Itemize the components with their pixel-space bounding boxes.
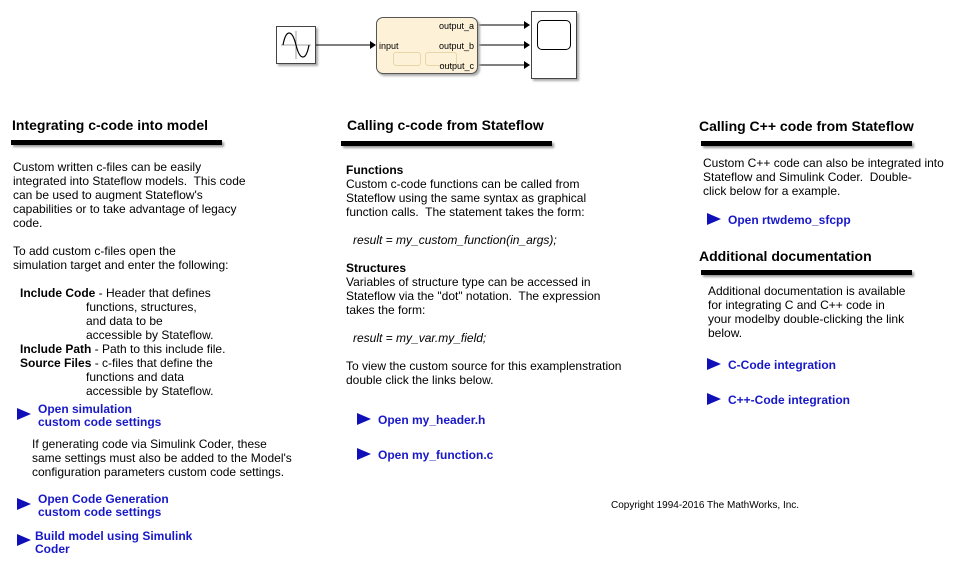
port-output-c: output_c [439,61,474,71]
codegen-note-paragraph: If generating code via Simulink Coder, these same settings must also be added to the Model's configuration parameters custom code settings. [32,437,292,479]
open-function-link[interactable]: Open my_function.c [378,448,494,462]
source-files-text: - c-files that define the [91,356,213,370]
open-header-link[interactable]: Open my_header.h [378,413,486,427]
play-arrow-icon[interactable] [357,448,371,460]
open-codegen-settings-link[interactable]: Open Code Generation custom code settings [38,492,169,519]
open-simulation-settings-link[interactable]: Open simulation custom code settings [38,402,162,429]
cpp-paragraph: Custom C++ code can also be integrated into Stateflow and Simulink Coder. Double- click below for a example. [703,156,944,198]
source-files-continuation: functions and data accessible by Stateflow. [86,370,214,398]
play-arrow-icon[interactable] [357,413,371,425]
functions-example: result = my_custom_function(in_args); [353,233,557,247]
structures-paragraph: Variables of structure type can be accessed in Stateflow via the "dot" notation. The expression takes the form: [346,275,601,317]
play-arrow-icon[interactable] [17,498,31,510]
play-arrow-icon[interactable] [707,358,721,370]
play-arrow-icon[interactable] [17,534,31,546]
play-arrow-icon[interactable] [17,408,31,420]
instructions-paragraph: To add custom c-files open the simulation target and enter the following: [13,244,229,272]
view-source-paragraph: To view the custom source for this examplenstration double click the links below. [346,359,622,387]
include-code-text: - Header that defines [95,286,211,300]
copyright-text: Copyright 1994-2016 The MathWorks, Inc. [611,500,800,511]
section-divider [701,270,912,275]
intro-paragraph: Custom written c-files can be easily integrated into Stateflow models. This code can be used to augment Stateflow's capabilities or to take advantage of legacy code. [13,160,246,230]
scope-screen-icon [537,20,571,50]
functions-paragraph: Custom c-code functions can be called from Stateflow using the same syntax as graphical function calls. The statement takes the form: [346,177,587,219]
open-rtwdemo-sfcpp-link[interactable]: Open rtwdemo_sfcpp [728,213,851,227]
stateflow-chart-block[interactable] [376,17,478,74]
port-output-a: output_a [438,21,474,31]
play-arrow-icon[interactable] [707,393,721,405]
section-divider [341,141,552,146]
section-divider [11,140,222,145]
include-path-label: Include Path [20,342,92,356]
scope-block[interactable] [531,11,577,79]
include-code-continuation: functions, structures, and data to be accessible by Stateflow. [86,300,214,342]
additional-docs-paragraph: Additional documentation is available for integrating C and C++ code in your modelby double-clicking the link below. [708,284,906,340]
section-title-additional-docs: Additional documentation [699,248,872,264]
section-title-calling-c: Calling c-code from Stateflow [347,117,544,133]
include-code-line [20,286,211,300]
port-input: input [379,41,399,51]
include-path-text: - Path to this include file. [91,342,226,356]
build-model-link[interactable]: Build model using Simulink Coder [35,529,193,556]
port-output-b: output_b [438,41,474,51]
section-divider [701,141,912,146]
chart-icon [393,52,421,66]
section-title-calling-cpp: Calling C++ code from Stateflow [699,118,914,134]
include-path-line [20,342,225,356]
play-arrow-icon[interactable] [707,213,721,225]
source-files-label: Source Files [20,356,92,370]
section-title-integrating: Integrating c-code into model [12,117,209,133]
functions-heading: Functions [346,163,404,177]
cpp-code-integration-link[interactable]: C++-Code integration [728,393,851,407]
structures-heading: Structures [346,261,407,275]
block-diagram [270,8,590,88]
structures-example: result = my_var.my_field; [353,331,487,345]
source-files-line [20,356,213,370]
c-code-integration-link[interactable]: C-Code integration [728,358,836,372]
include-code-label: Include Code [20,286,96,300]
